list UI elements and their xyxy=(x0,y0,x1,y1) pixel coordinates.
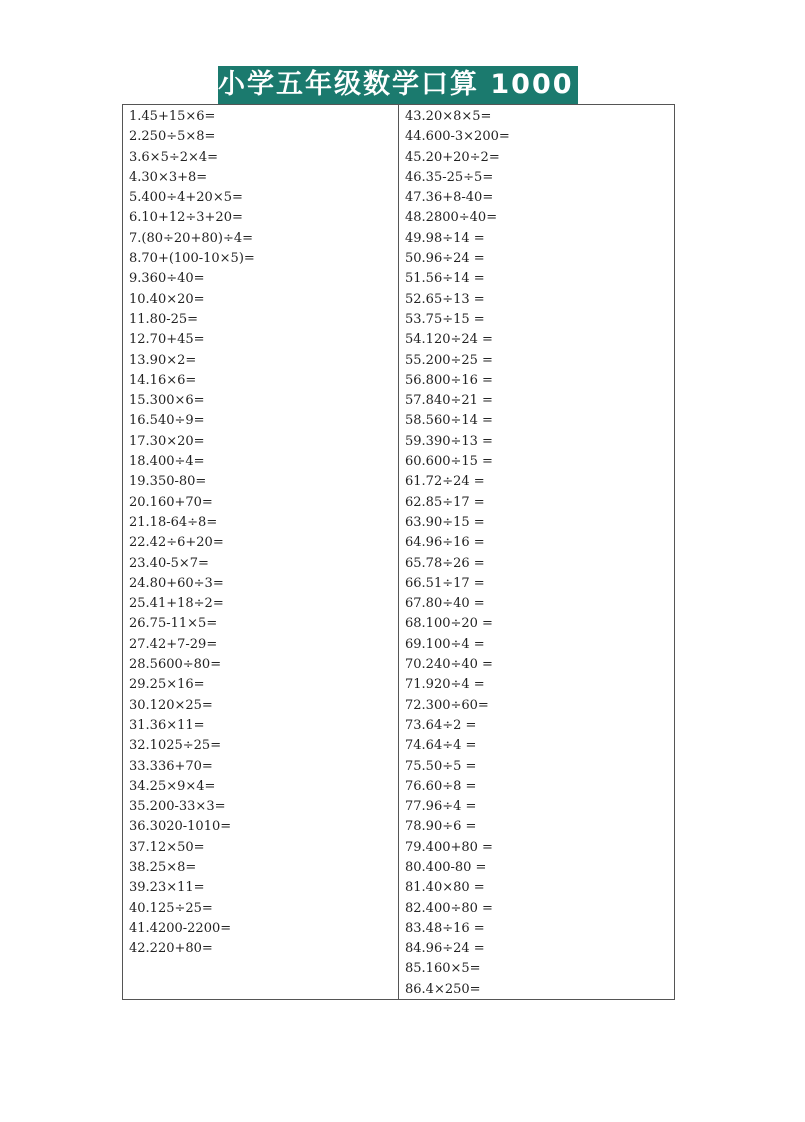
problem-item: 64.96÷16 = xyxy=(405,535,485,551)
problem-item: 78.90÷6 = xyxy=(405,819,477,835)
problem-item: 80.400-80 = xyxy=(405,859,487,875)
problem-item: 67.80÷40 = xyxy=(405,596,485,612)
problem-item: 76.60÷8 = xyxy=(405,778,477,794)
problem-item: 14.16×6= xyxy=(129,372,197,388)
problem-item: 48.2800÷40= xyxy=(405,210,498,226)
problem-item: 26.75-11×5= xyxy=(129,616,218,632)
problem-item: 45.20+20÷2= xyxy=(405,149,500,165)
problem-item: 29.25×16= xyxy=(129,677,205,693)
problem-item: 44.600-3×200= xyxy=(405,129,510,145)
problem-item: 79.400+80 = xyxy=(405,839,493,855)
problem-item: 54.120÷24 = xyxy=(405,332,493,348)
problem-item: 8.70+(100-10×5)= xyxy=(129,251,255,267)
problem-item: 27.42+7-29= xyxy=(129,636,218,652)
problem-item: 38.25×8= xyxy=(129,859,197,875)
problem-item: 72.300÷60= xyxy=(405,697,489,713)
problem-item: 4.30×3+8= xyxy=(129,169,208,185)
problem-item: 9.360÷40= xyxy=(129,271,205,287)
problem-item: 35.200-33×3= xyxy=(129,799,226,815)
problem-item: 58.560÷14 = xyxy=(405,413,493,429)
problem-item: 59.390÷13 = xyxy=(405,433,493,449)
problem-item: 60.600÷15 = xyxy=(405,454,493,470)
problem-item: 12.70+45= xyxy=(129,332,205,348)
problem-item: 39.23×11= xyxy=(129,880,205,896)
problem-item: 24.80+60÷3= xyxy=(129,575,224,591)
problem-item: 30.120×25= xyxy=(129,697,213,713)
problem-table xyxy=(122,104,675,1000)
problem-item: 11.80-25= xyxy=(129,311,199,327)
problem-item: 65.78÷26 = xyxy=(405,555,485,571)
problem-item: 15.300×6= xyxy=(129,393,205,409)
problem-item: 31.36×11= xyxy=(129,717,205,733)
left-column xyxy=(123,105,399,999)
problem-item: 10.40×20= xyxy=(129,291,205,307)
problem-item: 6.10+12÷3+20= xyxy=(129,210,243,226)
problem-item: 13.90×2= xyxy=(129,352,197,368)
problem-item: 2.250÷5×8= xyxy=(129,129,216,145)
problem-item: 34.25×9×4= xyxy=(129,778,216,794)
problem-item: 36.3020-1010= xyxy=(129,819,232,835)
problem-item: 57.840÷21 = xyxy=(405,393,493,409)
problem-item: 81.40×80 = xyxy=(405,880,485,896)
problem-item: 71.920÷4 = xyxy=(405,677,485,693)
problem-item: 77.96÷4 = xyxy=(405,799,477,815)
problem-item: 49.98÷14 = xyxy=(405,230,485,246)
problem-item: 61.72÷24 = xyxy=(405,474,485,490)
problem-item: 73.64÷2 = xyxy=(405,717,477,733)
problem-item: 16.540÷9= xyxy=(129,413,205,429)
problem-item: 42.220+80= xyxy=(129,941,213,957)
problem-item: 1.45+15×6= xyxy=(129,109,216,124)
problem-item: 70.240÷40 = xyxy=(405,657,493,673)
problem-item: 23.40-5×7= xyxy=(129,555,209,571)
right-column xyxy=(399,105,674,999)
problem-item: 51.56÷14 = xyxy=(405,271,485,287)
problem-item: 56.800÷16 = xyxy=(405,372,493,388)
problem-item: 40.125÷25= xyxy=(129,900,213,916)
problem-item: 86.4×250= xyxy=(405,981,481,997)
problem-item: 82.400÷80 = xyxy=(405,900,493,916)
problem-item: 43.20×8×5= xyxy=(405,109,492,124)
problem-item: 52.65÷13 = xyxy=(405,291,485,307)
problem-item: 84.96÷24 = xyxy=(405,941,485,957)
problem-item: 3.6×5÷2×4= xyxy=(129,149,219,165)
problem-item: 83.48÷16 = xyxy=(405,920,485,936)
problem-item: 68.100÷20 = xyxy=(405,616,493,632)
problem-item: 53.75÷15 = xyxy=(405,311,485,327)
problem-item: 69.100÷4 = xyxy=(405,636,485,652)
worksheet-title: 小学五年级数学口算 1000 题 xyxy=(218,66,578,104)
problem-item: 55.200÷25 = xyxy=(405,352,493,368)
problem-item: 18.400÷4= xyxy=(129,454,205,470)
problem-item: 66.51÷17 = xyxy=(405,575,485,591)
problem-item: 33.336+70= xyxy=(129,758,213,774)
problem-item: 5.400÷4+20×5= xyxy=(129,190,243,206)
problem-item: 22.42÷6+20= xyxy=(129,535,224,551)
problem-item: 21.18-64÷8= xyxy=(129,514,218,530)
problem-item: 46.35-25÷5= xyxy=(405,169,494,185)
problem-item: 17.30×20= xyxy=(129,433,205,449)
problem-item: 74.64÷4 = xyxy=(405,738,477,754)
problem-item: 63.90÷15 = xyxy=(405,514,485,530)
problem-item: 41.4200-2200= xyxy=(129,920,232,936)
problem-item: 25.41+18÷2= xyxy=(129,596,224,612)
problem-item: 7.(80÷20+80)÷4= xyxy=(129,230,254,246)
problem-item: 19.350-80= xyxy=(129,474,207,490)
problem-item: 28.5600÷80= xyxy=(129,657,222,673)
problem-item: 32.1025÷25= xyxy=(129,738,222,754)
problem-item: 50.96÷24 = xyxy=(405,251,485,267)
problem-item: 85.160×5= xyxy=(405,961,481,977)
problem-item: 37.12×50= xyxy=(129,839,205,855)
problem-item: 75.50÷5 = xyxy=(405,758,477,774)
problem-item: 47.36+8-40= xyxy=(405,190,494,206)
problem-item: 62.85÷17 = xyxy=(405,494,485,510)
problem-item: 20.160+70= xyxy=(129,494,213,510)
